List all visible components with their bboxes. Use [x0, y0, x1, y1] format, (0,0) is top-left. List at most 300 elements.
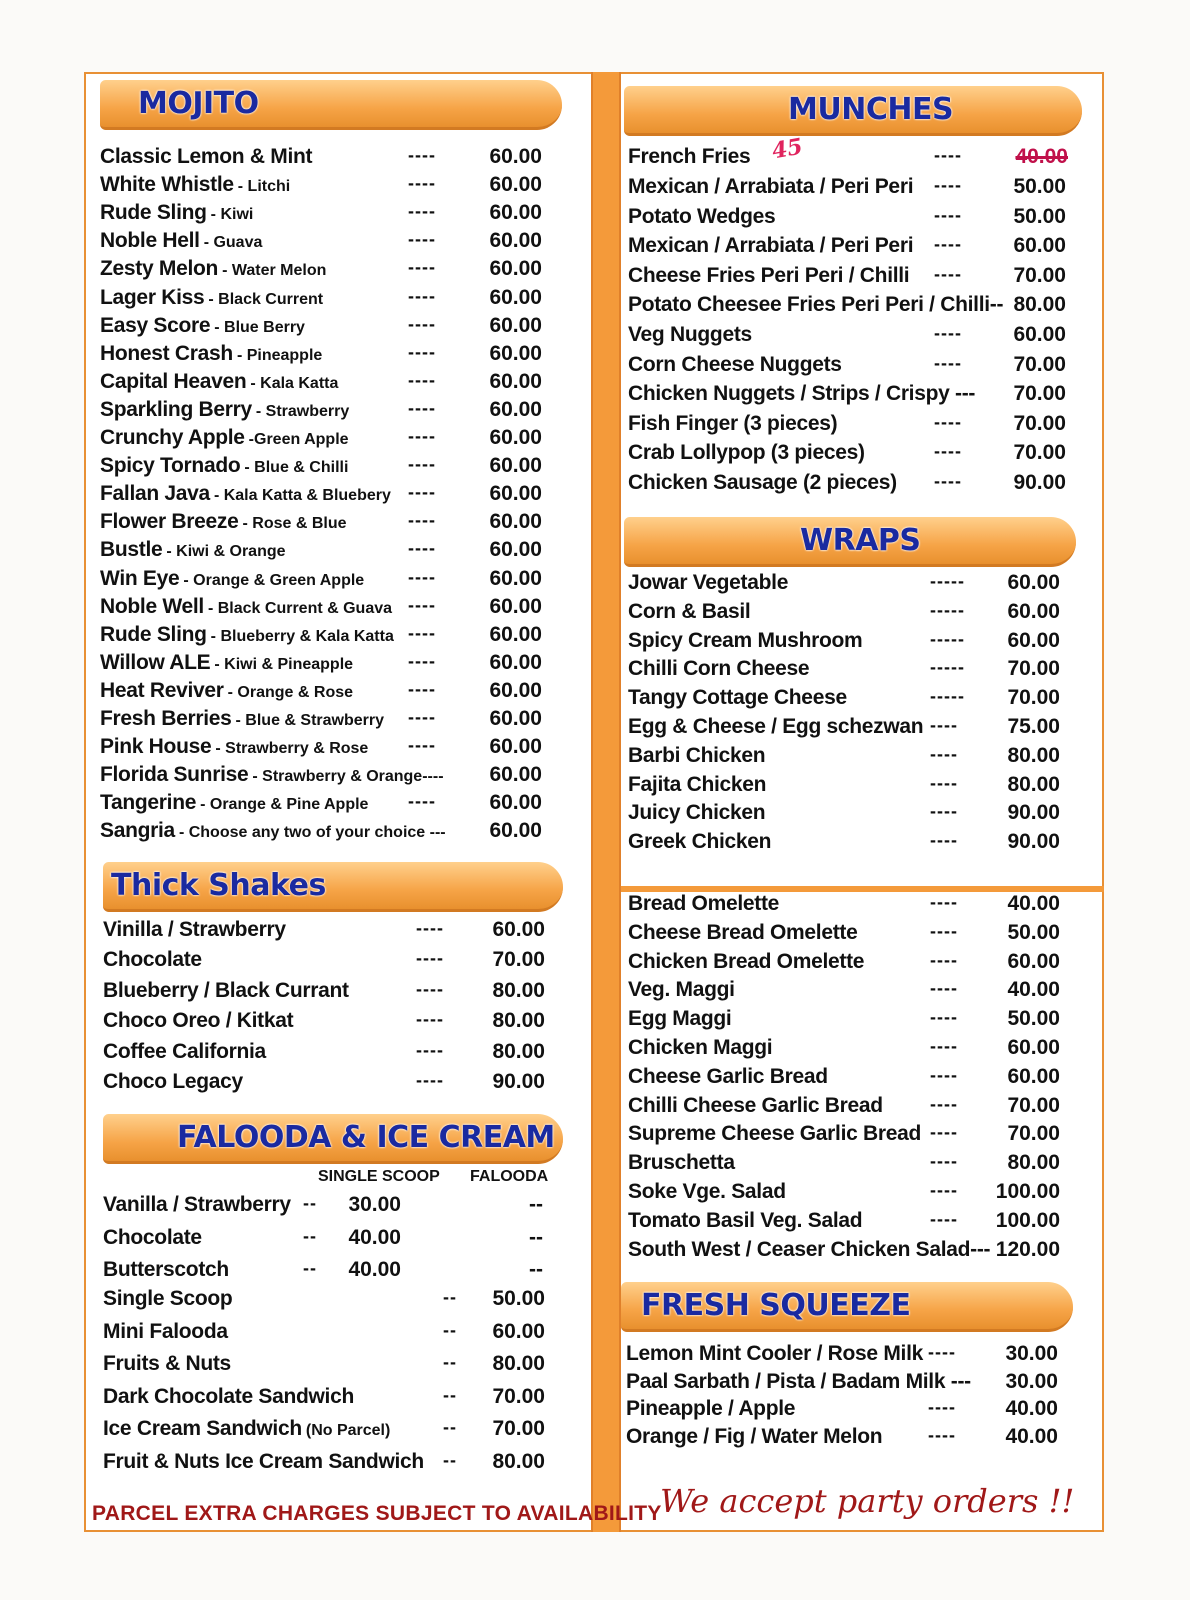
item-dash: ----	[934, 145, 962, 165]
item-dash: ----	[408, 173, 436, 194]
menu-item	[628, 1151, 1068, 1179]
item-price: 60.00	[489, 257, 542, 281]
item-price: 40.00	[1007, 978, 1060, 1002]
fresh-squeeze-banner	[621, 1282, 1073, 1332]
item-dash: ----	[416, 948, 444, 969]
item-dash: ----	[416, 1039, 444, 1060]
item-price: 60.00	[489, 173, 542, 197]
item-dash: --	[443, 1384, 457, 1405]
item-name: Chicken Bread Omelette	[628, 949, 865, 973]
menu-item	[100, 342, 550, 370]
menu-item	[628, 773, 1068, 801]
item-price: 70.00	[1013, 441, 1066, 465]
item-dash: ----	[934, 323, 962, 343]
item-subtitle: - Strawberry	[255, 402, 350, 420]
item-price: 30.00	[1005, 1342, 1058, 1365]
item-price: 70.00	[492, 948, 545, 972]
item-price: 60.00	[492, 918, 545, 941]
item-subtitle: - Water Melon	[222, 262, 327, 280]
menu-item	[103, 1009, 553, 1037]
menu-item	[628, 978, 1068, 1006]
item-name: Egg & Cheese / Egg schezwan	[628, 715, 924, 738]
menu-item	[100, 819, 550, 847]
item-dash: ----	[408, 650, 436, 671]
item-name: Mini Falooda	[103, 1319, 228, 1343]
menu-item	[628, 382, 1068, 410]
item-dash: ----	[934, 204, 962, 225]
item-price: 60.00	[489, 622, 542, 646]
item-price: 60.00	[1007, 949, 1060, 973]
item-subtitle: - Kala Katta & Bluebery	[213, 487, 391, 505]
item-dash: ----	[408, 201, 436, 222]
menu-item	[103, 1040, 553, 1068]
wraps-title: WRAPS	[800, 523, 921, 558]
item-name: Classic Lemon & Mint	[100, 145, 313, 168]
item-price: 60.00	[489, 791, 542, 815]
menu-item	[628, 1238, 1068, 1266]
item-dash: ----	[408, 369, 436, 390]
item-name: Fruit & Nuts Ice Cream Sandwich	[103, 1449, 424, 1473]
item-name: Zesty Melon	[100, 257, 219, 281]
item-price: 60.00	[1007, 628, 1060, 652]
item-subtitle: - Kiwi & Pineapple	[214, 655, 354, 673]
item-dash: ----	[930, 1151, 958, 1172]
menu-item	[628, 145, 1068, 173]
menu-item	[628, 744, 1068, 772]
menu-item	[103, 1320, 553, 1348]
item-dash: ----	[408, 285, 436, 306]
item-price: 70.00	[1013, 411, 1066, 435]
item-dash: ----	[408, 229, 436, 250]
menu-item	[628, 1007, 1068, 1035]
item-dash: ----	[416, 918, 444, 938]
item-price: 90.00	[1007, 830, 1060, 854]
item-price: 30.00	[1005, 1369, 1058, 1393]
item-price: 50.00	[1013, 204, 1066, 228]
menu-item	[100, 229, 550, 257]
item-name: Fallan Java	[100, 482, 210, 506]
item-name: Fresh Berries	[100, 707, 232, 730]
menu-item	[100, 173, 550, 201]
item-dash: ----	[408, 482, 436, 503]
menu-item	[100, 454, 550, 482]
item-name: Mexican / Arrabiata / Peri Peri	[628, 175, 914, 198]
menu-item	[628, 1209, 1068, 1237]
menu-item	[100, 763, 550, 791]
item-dash: ----	[934, 352, 962, 373]
item-name: Lager Kiss	[100, 285, 205, 309]
item-dash: ----	[408, 145, 436, 165]
menu-item	[628, 471, 1068, 499]
item-price: 80.00	[492, 978, 545, 1002]
item-name: Fruits & Nuts	[103, 1352, 231, 1375]
item-dash: ----	[408, 538, 436, 559]
item-name: Egg Maggi	[628, 1007, 732, 1031]
item-price: 70.00	[1007, 657, 1060, 681]
item-name: Corn Cheese Nuggets	[628, 352, 842, 376]
item-name: Dark Chocolate Sandwich	[103, 1384, 354, 1408]
item-dash: -----	[930, 628, 965, 649]
item-price: 60.00	[489, 229, 542, 253]
item-price: 60.00	[489, 313, 542, 337]
item-subtitle: - Choose any two of your choice ---	[178, 824, 446, 842]
item-name: Chilli Cheese Garlic Bread	[628, 1093, 883, 1117]
item-price: 60.00	[1013, 234, 1066, 258]
item-dash: ----	[416, 978, 444, 999]
menu-item	[100, 201, 550, 229]
menu-item	[103, 1417, 553, 1445]
menu-item	[103, 1385, 553, 1413]
scoop-item	[103, 1226, 553, 1254]
item-dash: ----	[416, 1009, 444, 1030]
item-price: 60.00	[489, 538, 542, 562]
item-name: Veg Nuggets	[628, 323, 752, 346]
item-dash: ----	[930, 772, 958, 793]
item-dash: ----	[408, 510, 436, 531]
item-dash: ----	[408, 791, 436, 812]
menu-item	[628, 600, 1068, 628]
menu-item	[100, 145, 550, 173]
item-dash: ----	[930, 920, 958, 941]
menu-item	[100, 623, 550, 651]
item-name: Rude Sling	[100, 622, 207, 646]
menu-item	[626, 1342, 1066, 1370]
item-price: 70.00	[1013, 382, 1066, 406]
item-dash: ----	[934, 263, 962, 284]
item-price: 120.00	[995, 1237, 1060, 1261]
item-price: 70.00	[1007, 1093, 1060, 1117]
item-name: Corn & Basil	[628, 599, 751, 623]
wraps-banner	[624, 517, 1076, 567]
item-name: Bread Omelette	[628, 892, 780, 915]
item-old-price: 40.00	[1015, 145, 1068, 168]
item-dash: -----	[930, 657, 965, 678]
item-name: Vanilla / Strawberry	[103, 1193, 291, 1216]
item-price: 60.00	[489, 566, 542, 590]
item-price: 80.00	[1007, 743, 1060, 767]
item-name: Bustle	[100, 538, 163, 562]
menu-item	[628, 175, 1068, 203]
menu-item	[628, 715, 1068, 743]
item-subtitle: - Rose & Blue	[242, 515, 347, 533]
item-dash: ----	[408, 622, 436, 643]
item-dash: ----	[930, 801, 958, 822]
menu-item	[100, 286, 550, 314]
item-name: Florida Sunrise	[100, 763, 249, 787]
mojito-title: MOJITO	[138, 86, 259, 121]
menu-item	[103, 1352, 553, 1380]
item-name: Blueberry / Black Currant	[103, 978, 349, 1002]
item-price: 60.00	[489, 454, 542, 478]
menu-item	[100, 595, 550, 623]
item-price: 60.00	[1007, 599, 1060, 623]
item-price: 60.00	[489, 763, 542, 787]
falooda-price: --	[529, 1193, 543, 1216]
item-price: 50.00	[1007, 1007, 1060, 1031]
item-price: 80.00	[492, 1449, 545, 1473]
item-price: 80.00	[1013, 293, 1066, 317]
item-dash: ----	[934, 234, 962, 255]
item-name: Paal Sarbath / Pista / Badam Milk ---	[626, 1369, 971, 1393]
item-dash: ----	[934, 411, 962, 432]
item-dash: ----	[408, 257, 436, 278]
fresh-squeeze-title: FRESH SQUEEZE	[641, 1288, 911, 1323]
item-price: 40.00	[1007, 892, 1060, 915]
item-price: 70.00	[1007, 1122, 1060, 1146]
menu-item	[628, 892, 1068, 920]
item-dash: ----	[930, 1036, 958, 1056]
item-price: 80.00	[492, 1039, 545, 1063]
item-name: Cheese Garlic Bread	[628, 1064, 828, 1088]
item-dash: ----	[930, 892, 958, 912]
falooda-title: FALOODA & ICE CREAM	[177, 1120, 555, 1155]
menu-item	[103, 1070, 553, 1098]
item-dash: --	[443, 1287, 457, 1307]
item-subtitle: - Guava	[203, 234, 263, 252]
item-subtitle: - Strawberry & Orange----	[252, 768, 444, 786]
item-dash: ----	[930, 1180, 958, 1200]
menu-item	[628, 264, 1068, 292]
item-price: 50.00	[1013, 175, 1066, 198]
item-name: Butterscotch	[103, 1258, 229, 1281]
item-dash: ----	[930, 1122, 958, 1143]
item-price: 80.00	[1007, 772, 1060, 796]
item-dash: --	[443, 1449, 457, 1470]
menu-item	[628, 1036, 1068, 1064]
item-price: 90.00	[1013, 471, 1066, 494]
item-dash: --	[303, 1193, 317, 1213]
item-dash: ----	[934, 441, 962, 462]
item-price: 60.00	[489, 145, 542, 168]
item-name: Sangria	[100, 819, 175, 843]
item-name: Tangerine	[100, 791, 197, 815]
item-dash: ----	[408, 678, 436, 699]
item-dash: ----	[408, 397, 436, 418]
menu-item	[628, 950, 1068, 978]
menu-item	[628, 657, 1068, 685]
item-price: 60.00	[1007, 1064, 1060, 1088]
menu-item	[628, 353, 1068, 381]
menu-item	[100, 791, 550, 819]
item-dash: ----	[930, 1208, 958, 1229]
menu-item	[628, 1180, 1068, 1208]
item-name: Easy Score	[100, 313, 211, 337]
item-name: Crunchy Apple	[100, 426, 245, 449]
item-name: Cheese Fries Peri Peri / Chilli	[628, 263, 910, 287]
menu-item	[100, 314, 550, 342]
item-subtitle: - Blue & Strawberry	[235, 712, 384, 729]
menu-item	[628, 441, 1068, 469]
falooda-banner	[103, 1114, 563, 1164]
item-subtitle: - Blue Berry	[214, 318, 305, 336]
item-dash: ----	[408, 566, 436, 587]
item-dash: ----	[408, 454, 436, 475]
scoop-item	[103, 1193, 553, 1221]
item-name: Single Scoop	[103, 1287, 233, 1310]
item-price: 60.00	[1007, 571, 1060, 594]
menu-item	[628, 1065, 1068, 1093]
item-name: Crab Lollypop (3 pieces)	[628, 441, 865, 465]
menu-item	[103, 948, 553, 976]
item-price: 60.00	[489, 482, 542, 506]
thick-shakes-banner	[103, 862, 563, 912]
item-dash: -----	[930, 599, 965, 620]
item-price: 60.00	[489, 341, 542, 365]
item-name: Chilli Corn Cheese	[628, 657, 810, 681]
item-name: Potato Wedges	[628, 204, 776, 228]
single-scoop-column-header: SINGLE SCOOP	[318, 1168, 440, 1185]
item-name: Supreme Cheese Garlic Bread	[628, 1122, 922, 1146]
menu-item	[628, 205, 1068, 233]
item-name: Spicy Cream Mushroom	[628, 628, 863, 652]
item-name: Choco Oreo / Kitkat	[103, 1009, 294, 1033]
item-dash: ----	[930, 978, 958, 999]
single-scoop-price: 40.00	[348, 1225, 401, 1249]
item-name: Willow ALE	[100, 650, 211, 674]
item-name: Chicken Nuggets / Strips / Crispy ---	[628, 382, 976, 406]
menu-item	[628, 571, 1068, 599]
party-orders-tagline: We accept party orders !!	[660, 1482, 1075, 1520]
item-name: Tangy Cottage Cheese	[628, 686, 847, 710]
item-dash: --	[303, 1258, 317, 1278]
item-subtitle: - Strawberry & Rose	[215, 740, 369, 758]
item-subtitle: - Pineapple	[236, 346, 323, 364]
item-price: 70.00	[1013, 263, 1066, 287]
menu-item	[100, 398, 550, 426]
item-subtitle: - Blue & Chilli	[244, 459, 349, 477]
menu-item	[100, 426, 550, 454]
parcel-notice: PARCEL EXTRA CHARGES SUBJECT TO AVAILABILITY	[92, 1502, 662, 1525]
item-dash: ----	[930, 1064, 958, 1085]
item-name: French Fries	[628, 145, 751, 168]
item-price: 60.00	[489, 678, 542, 702]
single-scoop-price: 40.00	[348, 1258, 401, 1281]
item-price: 60.00	[489, 650, 542, 674]
item-name: White Whistle	[100, 173, 234, 197]
item-price: 60.00	[1013, 323, 1066, 346]
item-price: 60.00	[489, 426, 542, 449]
item-dash: ----	[408, 341, 436, 362]
menu-item	[103, 1450, 553, 1478]
item-name: Rude Sling	[100, 201, 207, 225]
menu-item	[103, 918, 553, 946]
item-price: 70.00	[1007, 686, 1060, 710]
item-subtitle: - Orange & Rose	[227, 683, 354, 701]
item-price: 80.00	[492, 1009, 545, 1033]
item-dash: ----	[408, 594, 436, 615]
item-dash: ----	[408, 313, 436, 334]
item-name: Chicken Sausage (2 pieces)	[628, 471, 897, 494]
thick-shakes-title: Thick Shakes	[111, 868, 326, 903]
item-subtitle: - Kiwi & Orange	[166, 543, 286, 561]
item-dash: -----	[930, 571, 965, 591]
item-dash: ----	[408, 426, 436, 446]
menu-item	[100, 538, 550, 566]
munches-banner	[624, 86, 1082, 136]
item-name: Noble Well	[100, 594, 204, 618]
item-subtitle: - Black Current	[208, 290, 324, 308]
item-name: Bruschetta	[628, 1151, 735, 1175]
item-price: 50.00	[492, 1287, 545, 1310]
item-subtitle: - Orange & Pine Apple	[200, 796, 369, 814]
menu-item	[103, 1287, 553, 1315]
item-dash: ----	[408, 735, 436, 756]
item-subtitle: - Black Current & Guava	[207, 599, 393, 617]
item-dash: ----	[928, 1397, 956, 1417]
item-price: 60.00	[489, 397, 542, 421]
item-price: 75.00	[1007, 715, 1060, 738]
item-name: Fajita Chicken	[628, 772, 767, 796]
menu-item	[626, 1397, 1066, 1425]
item-dash: -----	[930, 686, 965, 707]
item-name: South West / Ceaser Chicken Salad---	[628, 1237, 991, 1261]
item-price: 60.00	[489, 819, 542, 843]
menu-item	[628, 629, 1068, 657]
item-name: Chocolate	[103, 948, 202, 972]
menu-item	[100, 679, 550, 707]
menu-item	[103, 979, 553, 1007]
item-price: 50.00	[1007, 920, 1060, 944]
menu-item	[100, 707, 550, 735]
menu-item	[100, 257, 550, 285]
item-name: Coffee California	[103, 1039, 266, 1063]
falooda-price: --	[529, 1258, 543, 1281]
item-dash: ----	[928, 1342, 956, 1362]
item-name: Soke Vge. Salad	[628, 1180, 786, 1203]
item-name: Potato Cheesee Fries Peri Peri / Chilli--	[628, 293, 1004, 317]
item-price: 60.00	[492, 1319, 545, 1343]
item-dash: ----	[930, 1093, 958, 1114]
item-name: Cheese Bread Omelette	[628, 920, 858, 944]
menu-item	[628, 921, 1068, 949]
item-subtitle: - Kiwi	[210, 206, 254, 224]
scoop-item	[103, 1258, 553, 1286]
item-dash: ----	[930, 743, 958, 764]
item-dash: ----	[930, 1007, 958, 1028]
item-price: 100.00	[995, 1208, 1060, 1232]
item-price: 60.00	[489, 594, 542, 618]
item-price: 60.00	[489, 707, 542, 730]
item-dash: ----	[934, 175, 962, 195]
menu-item	[628, 412, 1068, 440]
item-dash: ----	[930, 830, 958, 851]
item-name: Orange / Fig / Water Melon	[626, 1424, 883, 1448]
menu-item	[628, 1122, 1068, 1150]
menu-item	[628, 1094, 1068, 1122]
item-name: Greek Chicken	[628, 830, 772, 854]
menu-item	[626, 1370, 1066, 1398]
item-subtitle: (No Parcel)	[305, 1422, 391, 1439]
item-name: Pineapple / Apple	[626, 1397, 796, 1420]
item-name: Mexican / Arrabiata / Peri Peri	[628, 234, 914, 258]
falooda-column-header: FALOODA	[470, 1168, 549, 1185]
single-scoop-price: 30.00	[348, 1193, 401, 1216]
menu-item	[628, 830, 1068, 858]
menu-item	[100, 510, 550, 538]
item-price: 90.00	[492, 1070, 545, 1093]
item-dash: ----	[930, 715, 958, 735]
menu-item	[626, 1425, 1066, 1453]
item-subtitle: - Blueberry & Kala Katta	[210, 627, 394, 645]
menu-item	[100, 482, 550, 510]
item-name: Juicy Chicken	[628, 801, 766, 825]
item-name: Chicken Maggi	[628, 1036, 773, 1059]
menu-item	[628, 686, 1068, 714]
menu-item	[628, 234, 1068, 262]
item-dash: --	[443, 1417, 457, 1437]
item-name: Flower Breeze	[100, 510, 239, 534]
item-name: Spicy Tornado	[100, 454, 241, 478]
